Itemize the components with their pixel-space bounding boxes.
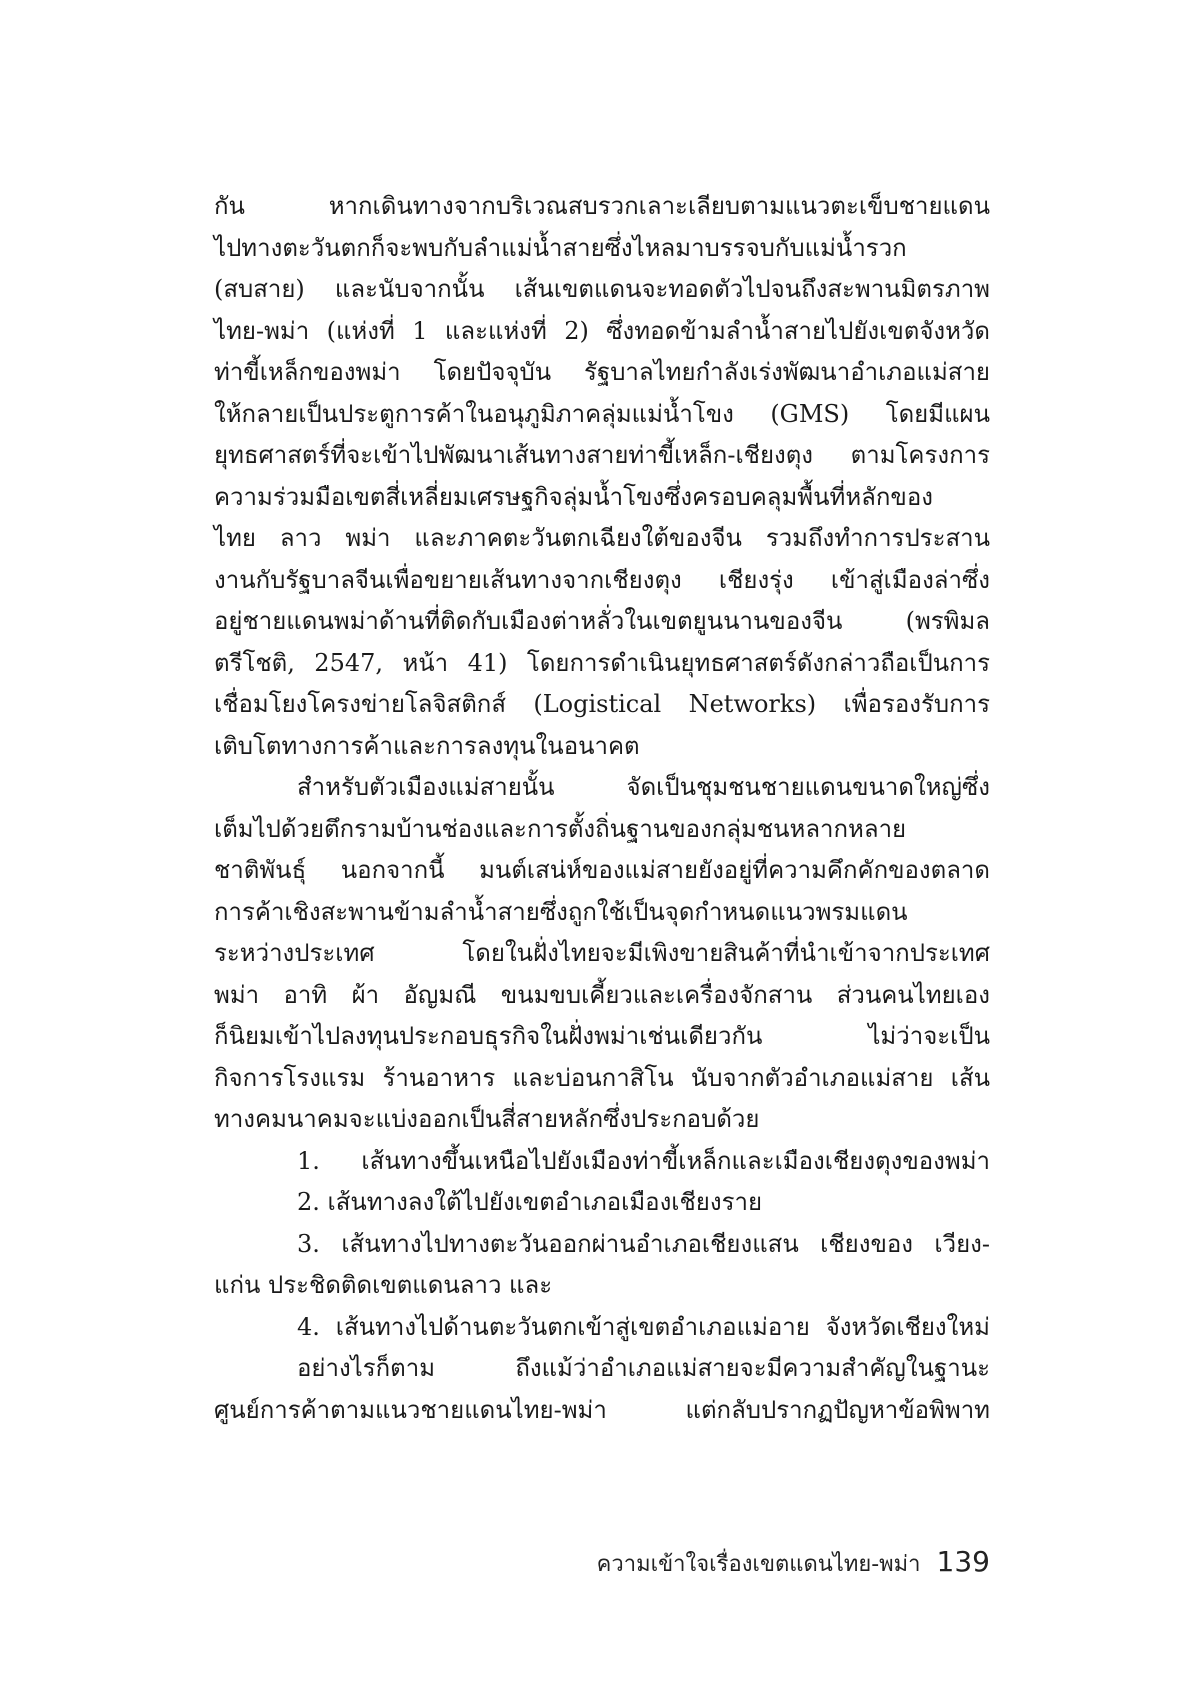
text-line: สำหรับตัวเมืองแม่สายนั้น จัดเป็นชุมชนชายแดนขนาดใหญ่ซึ่ง: [297, 773, 990, 801]
text-line: ศูนย์การค้าตามแนวชายแดนไทย-พม่า แต่กลับปรากฏปัญหาข้อพิพาท: [214, 1395, 990, 1424]
text-line: ให้กลายเป็นประตูการค้าในอนุภูมิภาคลุ่มแม่น้ำโขง (GMS) โดยมีแผน: [214, 399, 990, 428]
text-line: งานกับรัฐบาลจีนเพื่อขยายเส้นทางจากเชียงตุง เชียงรุ่ง เข้าสู่เมืองล่าซึ่ง: [214, 565, 990, 594]
text-line: อย่างไรก็ตาม ถึงแม้ว่าอำเภอแม่สายจะมีความสำคัญในฐานะ: [297, 1354, 990, 1382]
text-line: ไปทางตะวันตกก็จะพบกับลำแม่น้ำสายซึ่งไหลมาบรรจบกับแม่น้ำรวก: [214, 233, 907, 262]
text-line: ไทย ลาว พม่า และภาคตะวันตกเฉียงใต้ของจีน รวมถึงทำการประสาน: [214, 524, 990, 552]
text-line: กิจการโรงแรม ร้านอาหาร และบ่อนกาสิโน นับจากตัวอำเภอแม่สาย เส้น: [214, 1063, 990, 1092]
text-line: การค้าเชิงสะพานข้ามลำน้ำสายซึ่งถูกใช้เป็นจุดกำหนดแนวพรมแดน: [214, 897, 908, 926]
text-line: เต็มไปด้วยตึกรามบ้านช่องและการตั้งถิ่นฐานของกลุ่มชนหลากหลาย: [214, 814, 907, 843]
list-item: 2. เส้นทางลงใต้ไปยังเขตอำเภอเมืองเชียงราย: [297, 1188, 762, 1216]
text-line: ระหว่างประเทศ โดยในฝั่งไทยจะมีเพิงขายสินค้าที่นำเข้าจากประเทศ: [214, 939, 990, 967]
text-line: เชื่อมโยงโครงข่ายโลจิสติกส์ (Logistical Networks) เพื่อรองรับการ: [214, 690, 990, 718]
text-line: กัน หากเดินทางจากบริเวณสบรวกเลาะเลียบตามแนวตะเข็บชายแดน: [214, 192, 990, 220]
running-title: ความเข้าใจเรื่องเขตแดนไทย-พม่า: [596, 1552, 921, 1577]
text-line: เติบโตทางการค้าและการลงทุนในอนาคต: [214, 731, 640, 760]
page-number: 139: [936, 1545, 990, 1578]
text-line: ไทย-พม่า (แห่งที่ 1 และแห่งที่ 2) ซึ่งทอดข้ามลำน้ำสายไปยังเขตจังหวัด: [214, 316, 990, 345]
list-item: 3. เส้นทางไปทางตะวันออกผ่านอำเภอเชียงแสน เชียงของ เวียง-: [297, 1229, 990, 1258]
text-line: แก่น ประชิดติดเขตแดนลาว และ: [214, 1271, 553, 1299]
page-footer: [560, 1545, 990, 1585]
text-line: (สบสาย) และนับจากนั้น เส้นเขตแดนจะทอดตัวไปจนถึงสะพานมิตรภาพ: [214, 275, 990, 303]
text-line: ความร่วมมือเขตสี่เหลี่ยมเศรษฐกิจลุ่มน้ำโขงซึ่งครอบคลุมพื้นที่หลักของ: [214, 482, 933, 511]
body-text: [214, 186, 990, 1431]
text-line: อยู่ชายแดนพม่าด้านที่ติดกับเมืองต่าหลั่วในเขตยูนนานของจีน (พรพิมล: [214, 607, 990, 635]
text-line: ท่าขี้เหล็กของพม่า โดยปัจจุบัน รัฐบาลไทยกำลังเร่งพัฒนาอำเภอแม่สาย: [214, 358, 990, 386]
list-item: 1. เส้นทางขึ้นเหนือไปยังเมืองท่าขี้เหล็กและเมืองเชียงตุงของพม่า: [297, 1146, 990, 1175]
text-line: ชาติพันธุ์ นอกจากนี้ มนต์เสน่ห์ของแม่สายยังอยู่ที่ความคึกคักของตลาด: [214, 856, 990, 884]
text-line: ก็นิยมเข้าไปลงทุนประกอบธุรกิจในฝั่งพม่าเช่นเดียวกัน ไม่ว่าจะเป็น: [214, 1022, 990, 1050]
text-line: พม่า อาทิ ผ้า อัญมณี ขนมขบเคี้ยวและเครื่องจักสาน ส่วนคนไทยเอง: [214, 980, 990, 1009]
text-line: ตรีโชติ, 2547, หน้า 41) โดยการดำเนินยุทธศาสตร์ดังกล่าวถือเป็นการ: [214, 648, 990, 677]
list-item: 4. เส้นทางไปด้านตะวันตกเข้าสู่เขตอำเภอแม่อาย จังหวัดเชียงใหม่: [297, 1312, 990, 1341]
text-line: ทางคมนาคมจะแบ่งออกเป็นสี่สายหลักซึ่งประกอบด้วย: [214, 1105, 760, 1133]
text-line: ยุทธศาสตร์ที่จะเข้าไปพัฒนาเส้นทางสายท่าขี้เหล็ก-เชียงตุง ตามโครงการ: [214, 441, 990, 469]
